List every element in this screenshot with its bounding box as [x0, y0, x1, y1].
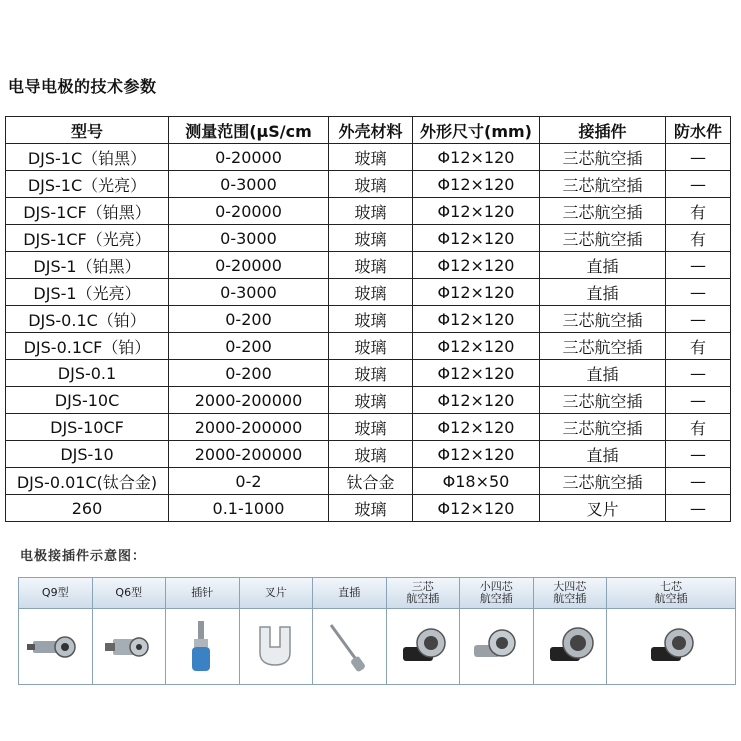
pin-connector-icon [166, 609, 239, 684]
cell-material: 玻璃 [329, 495, 413, 522]
connector-item [607, 578, 735, 684]
cell-waterproof: — [666, 279, 731, 306]
cell-size: Φ12×120 [413, 144, 540, 171]
cell-size: Φ12×120 [413, 252, 540, 279]
cell-material: 玻璃 [329, 144, 413, 171]
cell-model: DJS-0.1CF（铂） [6, 333, 169, 360]
cell-range: 0-20000 [169, 144, 329, 171]
cell-range: 0-20000 [169, 198, 329, 225]
cell-range: 0-2 [169, 468, 329, 495]
cell-model: DJS-1（铂黑） [6, 252, 169, 279]
cell-range: 0-200 [169, 306, 329, 333]
cell-model: DJS-10C [6, 387, 169, 414]
small-four-core-aviation-plug-icon [460, 609, 533, 684]
cell-connector: 叉片 [540, 495, 666, 522]
cell-waterproof: — [666, 360, 731, 387]
cell-size: Φ12×120 [413, 387, 540, 414]
cell-model: DJS-0.01C(钛合金) [6, 468, 169, 495]
connector-label: Q6型 [93, 578, 166, 609]
bnc-q6-connector-icon [93, 609, 166, 684]
cell-connector: 直插 [540, 360, 666, 387]
cell-size: Φ12×120 [413, 306, 540, 333]
table-row [6, 171, 731, 198]
header-waterproof: 防水件 [666, 117, 731, 144]
connector-label: 插针 [166, 578, 239, 609]
table-row [6, 360, 731, 387]
cell-model: 260 [6, 495, 169, 522]
connector-label: 直插 [313, 578, 386, 609]
header-connector: 接插件 [540, 117, 666, 144]
cell-model: DJS-10 [6, 441, 169, 468]
connector-item [460, 578, 534, 684]
fork-spade-connector-icon [240, 609, 313, 684]
table-row [6, 144, 731, 171]
cell-material: 玻璃 [329, 171, 413, 198]
connector-section-title: 电极接插件示意图： [20, 549, 147, 564]
table-row [6, 198, 731, 225]
cell-material: 玻璃 [329, 306, 413, 333]
cell-waterproof: — [666, 252, 731, 279]
cell-range: 0-3000 [169, 279, 329, 306]
cell-connector: 三芯航空插 [540, 198, 666, 225]
cell-waterproof: 有 [666, 198, 731, 225]
cell-connector: 三芯航空插 [540, 144, 666, 171]
large-four-core-aviation-plug-icon [534, 609, 607, 684]
cell-model: DJS-10CF [6, 414, 169, 441]
cell-range: 0-200 [169, 333, 329, 360]
connector-item [166, 578, 240, 684]
cell-material: 钛合金 [329, 468, 413, 495]
cell-waterproof: — [666, 171, 731, 198]
header-size: 外形尺寸(mm) [413, 117, 540, 144]
table-row [6, 306, 731, 333]
cell-model: DJS-1（光亮） [6, 279, 169, 306]
connector-item [19, 578, 93, 684]
table-row [6, 225, 731, 252]
cell-connector: 三芯航空插 [540, 387, 666, 414]
connector-label: 大四芯 航空插 [534, 578, 607, 609]
table-row [6, 468, 731, 495]
cell-material: 玻璃 [329, 225, 413, 252]
cell-waterproof: — [666, 495, 731, 522]
connector-label: 七芯 航空插 [607, 578, 735, 609]
cell-material: 玻璃 [329, 333, 413, 360]
header-range: 测量范围(μS/cm [169, 117, 329, 144]
cell-material: 玻璃 [329, 252, 413, 279]
connector-label: 三芯 航空插 [387, 578, 460, 609]
table-row [6, 333, 731, 360]
cell-waterproof: 有 [666, 333, 731, 360]
header-model: 型号 [6, 117, 169, 144]
cell-size: Φ12×120 [413, 495, 540, 522]
page-title: 电导电极的技术参数 [8, 77, 157, 96]
cell-size: Φ12×120 [413, 441, 540, 468]
cell-model: DJS-1CF（铂黑） [6, 198, 169, 225]
cell-material: 玻璃 [329, 441, 413, 468]
cell-range: 2000-200000 [169, 441, 329, 468]
cell-size: Φ12×120 [413, 414, 540, 441]
table-row [6, 414, 731, 441]
cell-connector: 三芯航空插 [540, 333, 666, 360]
connector-label: Q9型 [19, 578, 92, 609]
cell-size: Φ12×120 [413, 333, 540, 360]
cell-size: Φ12×120 [413, 360, 540, 387]
cell-waterproof: — [666, 468, 731, 495]
connector-gallery [18, 577, 736, 685]
cell-model: DJS-1C（铂黑） [6, 144, 169, 171]
table-row [6, 279, 731, 306]
cell-size: Φ12×120 [413, 171, 540, 198]
cell-range: 0-3000 [169, 225, 329, 252]
cell-range: 0.1-1000 [169, 495, 329, 522]
connector-label: 小四芯 航空插 [460, 578, 533, 609]
direct-plug-connector-icon [313, 609, 386, 684]
cell-waterproof: 有 [666, 414, 731, 441]
cell-model: DJS-1CF（光亮） [6, 225, 169, 252]
cell-range: 2000-200000 [169, 387, 329, 414]
bnc-q9-connector-icon [19, 609, 92, 684]
cell-material: 玻璃 [329, 414, 413, 441]
cell-waterproof: 有 [666, 225, 731, 252]
cell-size: Φ12×120 [413, 279, 540, 306]
table-header-row [6, 117, 731, 144]
cell-model: DJS-1C（光亮） [6, 171, 169, 198]
cell-connector: 直插 [540, 252, 666, 279]
seven-core-aviation-plug-icon [607, 609, 735, 684]
table-row [6, 387, 731, 414]
connector-item [313, 578, 387, 684]
cell-waterproof: — [666, 387, 731, 414]
cell-waterproof: — [666, 306, 731, 333]
cell-connector: 三芯航空插 [540, 306, 666, 333]
header-material: 外壳材料 [329, 117, 413, 144]
table-row [6, 252, 731, 279]
connector-label: 叉片 [240, 578, 313, 609]
cell-material: 玻璃 [329, 387, 413, 414]
cell-connector: 直插 [540, 279, 666, 306]
cell-size: Φ12×120 [413, 198, 540, 225]
connector-item [93, 578, 167, 684]
table-row [6, 441, 731, 468]
cell-range: 2000-200000 [169, 414, 329, 441]
cell-range: 0-20000 [169, 252, 329, 279]
cell-size: Φ18×50 [413, 468, 540, 495]
connector-item [240, 578, 314, 684]
cell-range: 0-3000 [169, 171, 329, 198]
cell-connector: 三芯航空插 [540, 225, 666, 252]
cell-model: DJS-0.1C（铂） [6, 306, 169, 333]
spec-table [5, 116, 731, 522]
cell-material: 玻璃 [329, 360, 413, 387]
cell-model: DJS-0.1 [6, 360, 169, 387]
cell-material: 玻璃 [329, 198, 413, 225]
cell-waterproof: — [666, 441, 731, 468]
cell-size: Φ12×120 [413, 225, 540, 252]
cell-range: 0-200 [169, 360, 329, 387]
cell-connector: 直插 [540, 441, 666, 468]
cell-waterproof: — [666, 144, 731, 171]
connector-item [534, 578, 608, 684]
cell-connector: 三芯航空插 [540, 414, 666, 441]
three-core-aviation-plug-icon [387, 609, 460, 684]
cell-connector: 三芯航空插 [540, 171, 666, 198]
cell-connector: 三芯航空插 [540, 468, 666, 495]
cell-material: 玻璃 [329, 279, 413, 306]
table-row [6, 495, 731, 522]
connector-item [387, 578, 461, 684]
